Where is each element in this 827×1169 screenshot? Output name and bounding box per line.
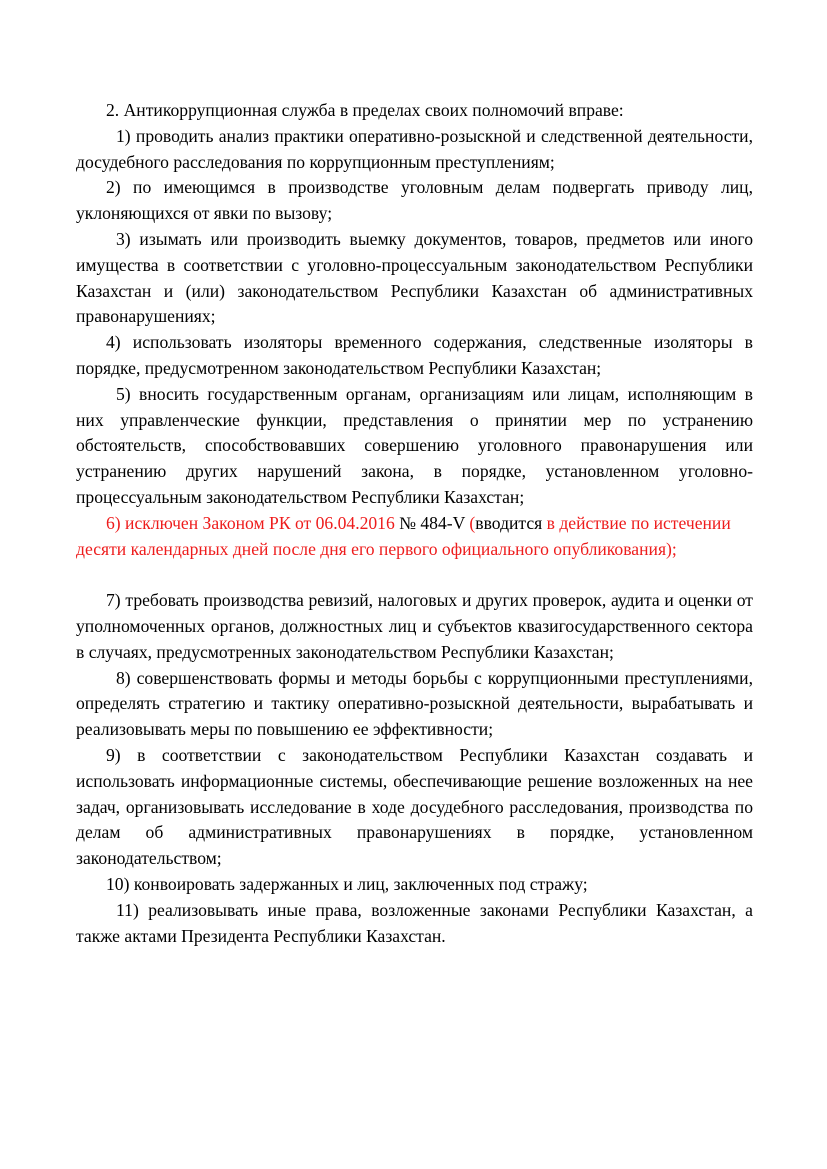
list-item-6-amendment-note <box>76 511 753 563</box>
list-item-4: 4) использовать изоляторы временного содержания, следственные изоляторы в порядке, предусмотренном законодательством Республики Казахстан; <box>76 332 753 378</box>
law-number-link[interactable]: № 484-V <box>399 512 466 533</box>
list-item-1: 1) проводить анализ практики оперативно-розыскной и следственной деятельности, досудебного расследования по коррупционным преступлениям; <box>76 125 753 172</box>
list-item-7: 7) требовать производства ревизий, налоговых и других проверок, аудита и оценки от уполномоченных органов, должностных лиц и субъектов квазигосударственного сектора в случаях, предусмотренных законодательством Республики Казахстан; <box>76 590 753 662</box>
list-item-10: 10) конвоировать задержанных и лиц, заключенных под стражу; <box>106 873 588 894</box>
list-item-5: 5) вносить государственным органам, организациям или лицам, исполняющим в них управленческие функции, представления о принятии мер по устранению обстоятельств, способствовавших совершению уголовного правонарушения или устранению других нарушений закона, в порядке, установленном уголовно-процессуальным законодательством Республики Казахстан; <box>76 383 753 507</box>
blank-line <box>76 562 753 588</box>
amendment-text-tail: в действие по истечении десяти календарных дней после дня его первого официального опубликования); <box>76 512 731 559</box>
list-item-9: 9) в соответствии с законодательством Республики Казахстан создавать и использовать информационные системы, обеспечивающие решение возложенных на нее задач, организовывать исследование в ходе досудебного расследования, производства по делам об административных правонарушениях в порядке, установленном законодательством; <box>76 744 753 869</box>
amendment-open-paren: ( <box>465 512 476 533</box>
document-page <box>76 98 753 949</box>
list-item-11: 11) реализовывать иные права, возложенные законами Республики Казахстан, а также актами Президента Республики Казахстан. <box>76 899 753 946</box>
enactment-link[interactable]: вводится <box>475 512 543 533</box>
amendment-text: 6) исключен Законом РК от 06.04.2016 <box>106 512 400 533</box>
list-item-2: 2) по имеющимся в производстве уголовным делам подвергать приводу лиц, уклоняющихся от явки по вызову; <box>76 177 753 224</box>
section-heading: 2. Антикоррупционная служба в пределах своих полномочий вправе: <box>106 100 624 120</box>
list-item-8: 8) совершенствовать формы и методы борьбы с коррупционными преступлениями, определять стратегию и тактику оперативно-розыскной деятельности, вырабатывать и реализовывать меры по повышению ее эффективности; <box>76 667 753 740</box>
list-item-3: 3) изымать или производить выемку документов, товаров, предметов или иного имущества в соответствии с уголовно-процессуальным законодательством Республики Казахстан и (или) законодательством Республики Казахстан об административных правонарушениях; <box>76 228 753 327</box>
